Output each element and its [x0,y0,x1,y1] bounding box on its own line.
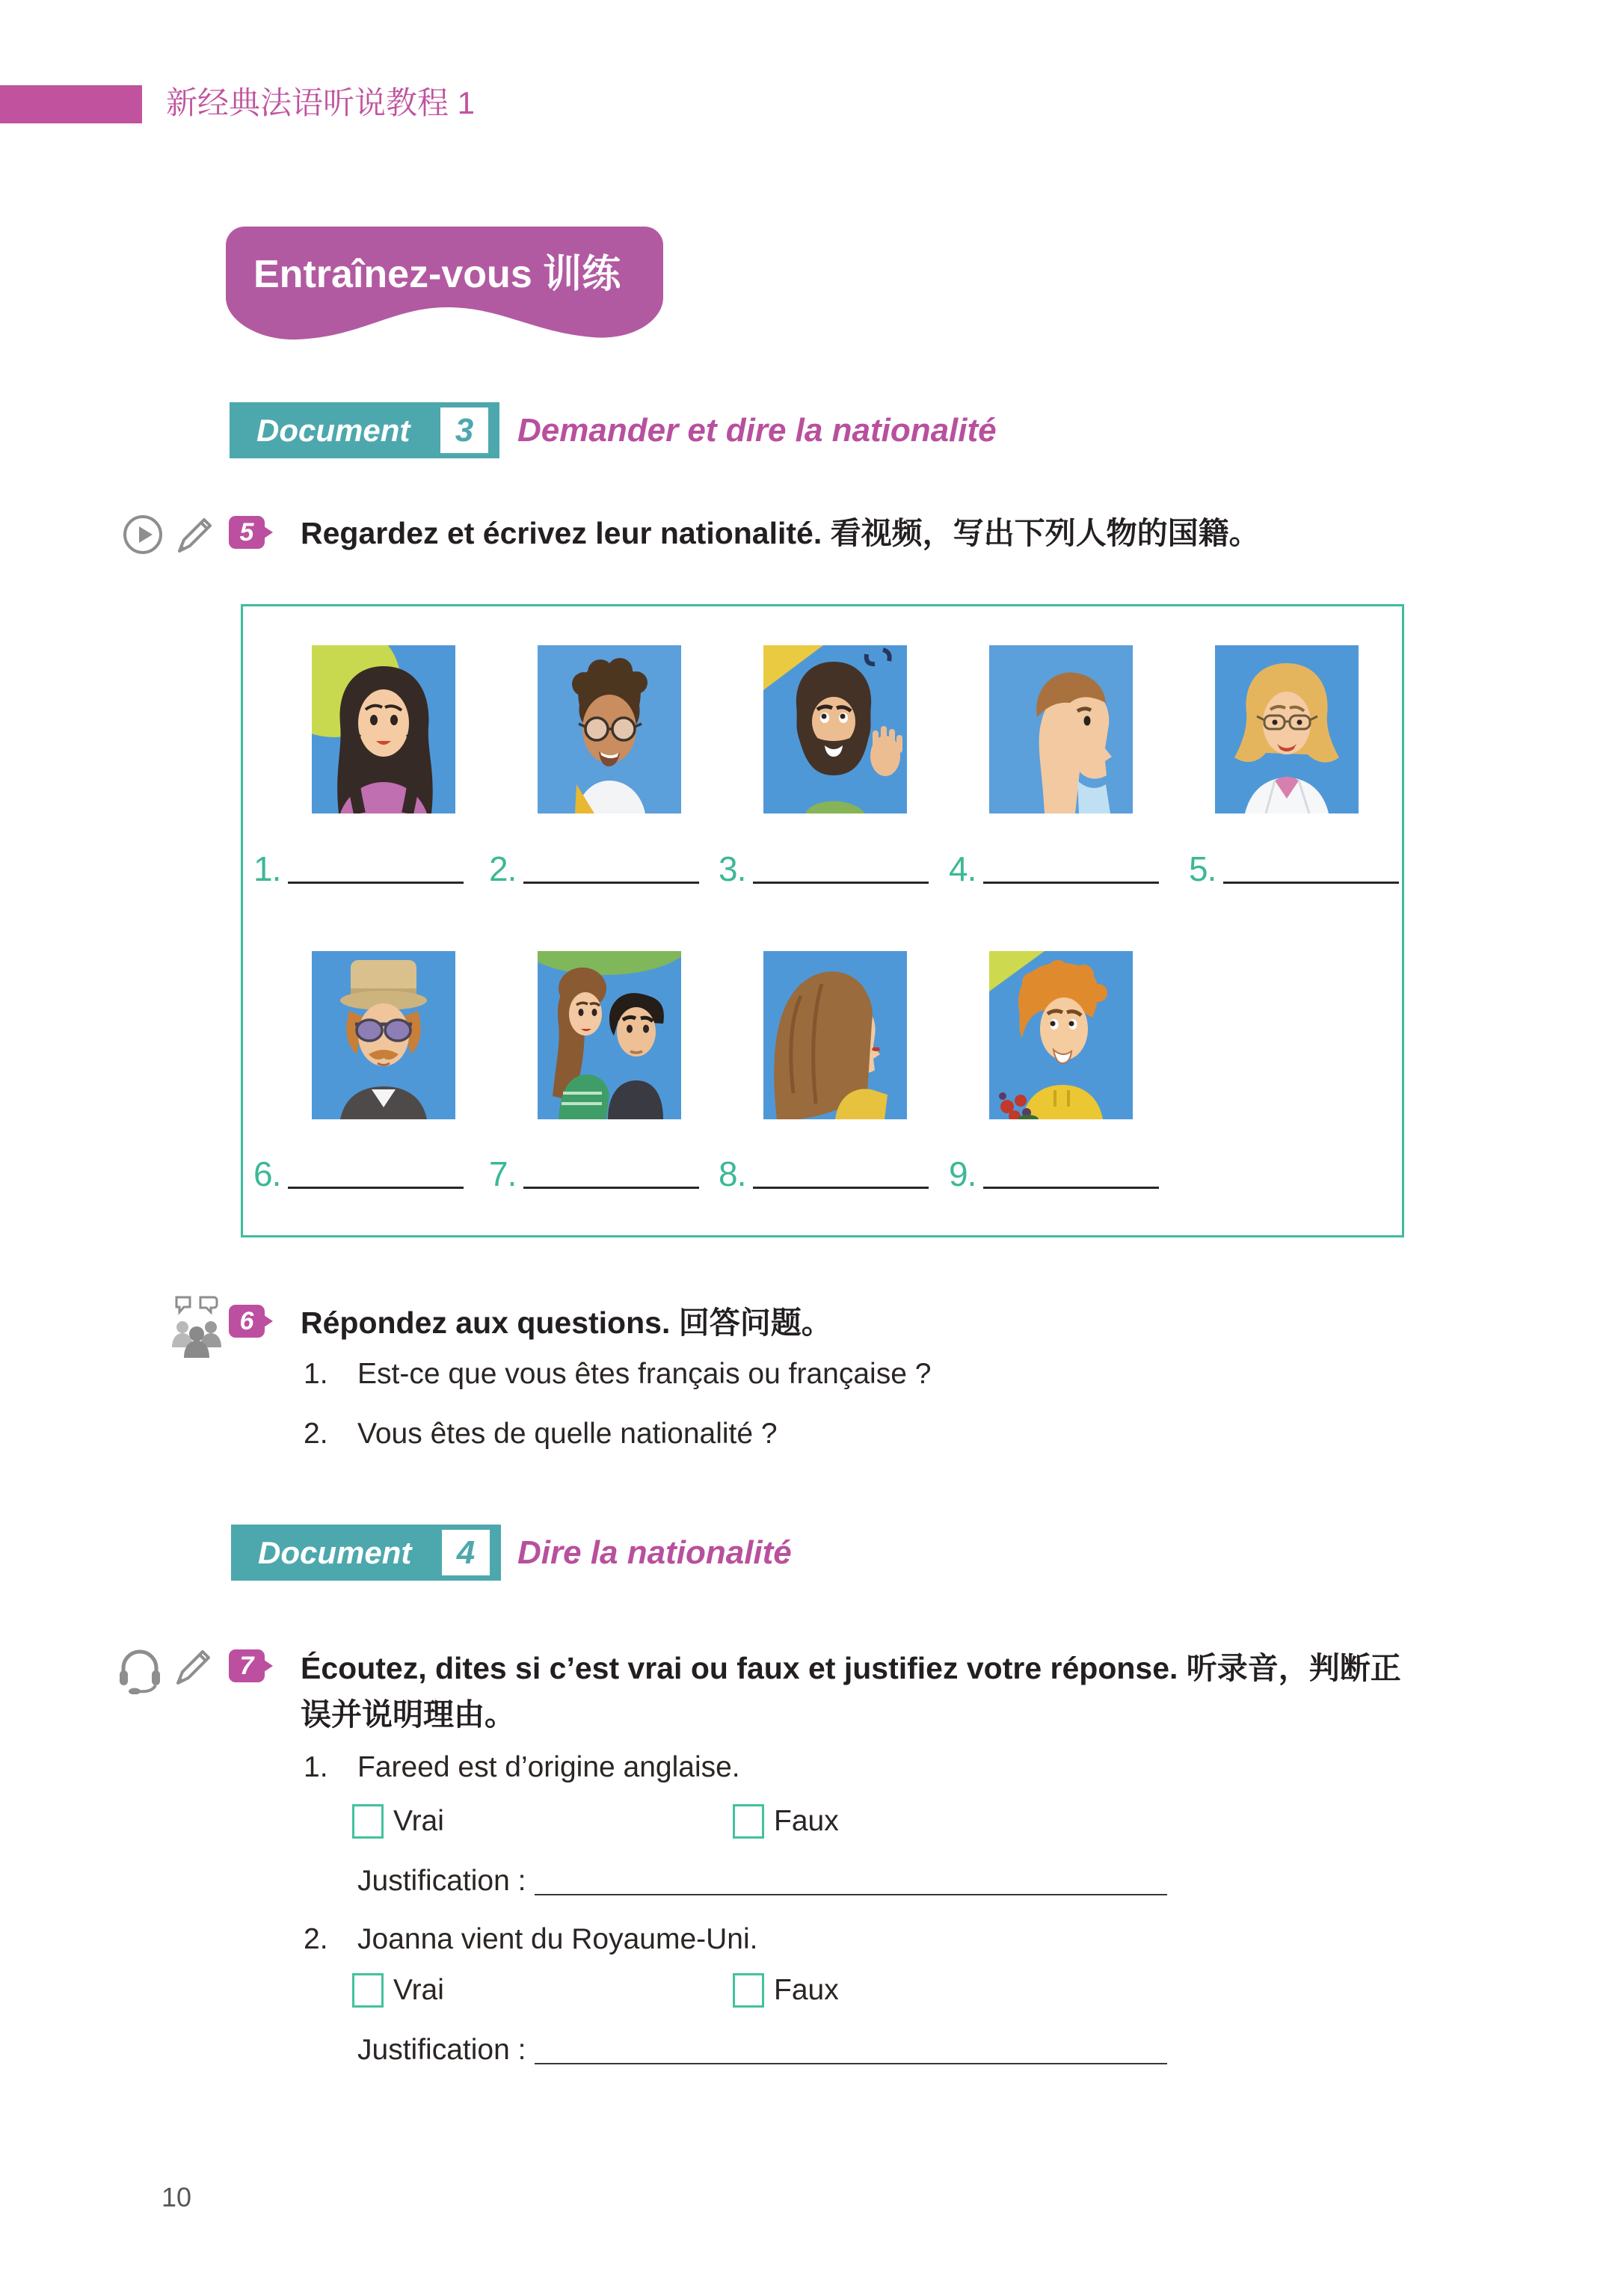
blank-8-number: 8. [719,1154,746,1193]
blank-3 [719,849,929,888]
document-3-number: 3 [455,411,474,449]
item-1-faux-option [733,1803,839,1839]
portraits-frame [241,604,1404,1237]
blank-1 [253,849,464,888]
justification-label: Justification : [357,2034,526,2066]
item-1-justification-line[interactable] [535,1863,1167,1895]
banner-title: Entraînez-vous 训练 [253,253,621,296]
question-number: 2. [304,1418,328,1450]
question-text: Vous êtes de quelle nationalité ? [357,1418,778,1450]
item-number: 1. [304,1751,328,1783]
document-4-label [231,1525,501,1581]
blank-7-answer-line[interactable] [523,1164,699,1189]
document-3-word: Document [256,412,410,448]
exercise-6-question-1 [304,1356,931,1392]
document-4-number-box [442,1530,490,1575]
item-1-justification [357,1863,1167,1899]
exercise-6-instruction: Répondez aux questions. 回答问题。 [301,1305,832,1340]
portrait-7 [538,951,681,1119]
item-text: Joanna vient du Royaume-Uni. [357,1923,758,1955]
page-number: 10 [162,2182,192,2212]
justification-label: Justification : [357,1865,526,1897]
portrait-2 [538,645,681,813]
pencil-icon [173,1645,213,1688]
exercise-7-badge [229,1649,265,1682]
blank-9 [949,1154,1159,1193]
exercise-6-badge [229,1305,265,1338]
item-text: Fareed est d’origine anglaise. [357,1751,740,1783]
item-2-faux-option [733,1972,839,2008]
exercise-6-number: 6 [239,1306,254,1335]
document-3-number-box [440,407,488,453]
blank-3-number: 3. [719,849,746,888]
blank-6-answer-line[interactable] [288,1164,464,1189]
portrait-8 [763,951,907,1119]
item-2-faux-label: Faux [774,1974,839,2006]
blank-5 [1189,849,1399,888]
blank-4-number: 4. [949,849,976,888]
item-2-vrai-label: Vrai [393,1974,444,2006]
blank-3-answer-line[interactable] [753,859,929,884]
blank-5-number: 5. [1189,849,1217,888]
pencil-icon [174,513,215,556]
item-2-vrai-option [352,1972,444,2008]
blank-2-answer-line[interactable] [523,859,699,884]
blank-8-answer-line[interactable] [753,1164,929,1189]
item-1-vrai-option [352,1803,444,1839]
section-banner [226,227,663,348]
item-2-justification-line[interactable] [535,2032,1167,2064]
exercise-5-instruction: Regardez et écrivez leur nationalité. 看视频，写出下列人物的国籍。 [301,516,1260,550]
blank-7-number: 7. [489,1154,517,1193]
question-text: Est-ce que vous êtes français ou française ? [357,1358,932,1390]
portrait-4 [989,645,1133,813]
exercise-7-item-2-statement [304,1922,757,1957]
exercise-7-instruction: Écoutez, dites si c’est vrai ou faux et justifiez votre réponse. 听录音，判断正误并说明理由。 [301,1651,1401,1732]
item-1-faux-checkbox[interactable] [733,1804,764,1839]
question-number: 1. [304,1358,328,1390]
blank-6 [253,1154,464,1193]
portrait-1 [312,645,455,813]
exercise-5-number: 5 [239,517,254,547]
headset-icon [117,1646,163,1694]
exercise-7-item-1-statement [304,1750,740,1786]
header-brand-block [0,85,142,123]
portrait-6 [312,951,455,1119]
exercise-7-number: 7 [239,1651,254,1680]
document-3-label [230,402,499,458]
blank-2-number: 2. [489,849,517,888]
item-1-vrai-checkbox[interactable] [352,1804,384,1839]
blank-1-answer-line[interactable] [288,859,464,884]
portrait-9 [989,951,1133,1119]
blank-8 [719,1154,929,1193]
item-1-faux-label: Faux [774,1805,839,1837]
blank-5-answer-line[interactable] [1223,859,1399,884]
group-discussion-icon [170,1295,223,1361]
blank-7 [489,1154,699,1193]
video-play-icon [123,514,163,555]
blank-4-answer-line[interactable] [983,859,1159,884]
item-2-justification [357,2032,1167,2068]
blank-9-number: 9. [949,1154,976,1193]
blank-9-answer-line[interactable] [983,1164,1159,1189]
book-title: 新经典法语听说教程 1 [166,85,476,120]
blank-6-number: 6. [253,1154,281,1193]
exercise-5-badge [229,516,265,549]
blank-4 [949,849,1159,888]
blank-1-number: 1. [253,849,281,888]
portrait-5 [1215,645,1359,813]
document-4-number: 4 [456,1534,476,1571]
document-4-word: Document [258,1534,412,1570]
document-3-title: Demander et dire la nationalité [517,412,997,449]
item-1-vrai-label: Vrai [393,1805,444,1837]
item-number: 2. [304,1923,328,1955]
blank-2 [489,849,699,888]
item-2-faux-checkbox[interactable] [733,1973,764,2008]
exercise-6-question-2 [304,1416,778,1452]
item-2-vrai-checkbox[interactable] [352,1973,384,2008]
portrait-3 [763,645,907,813]
document-4-title: Dire la nationalité [517,1534,792,1571]
